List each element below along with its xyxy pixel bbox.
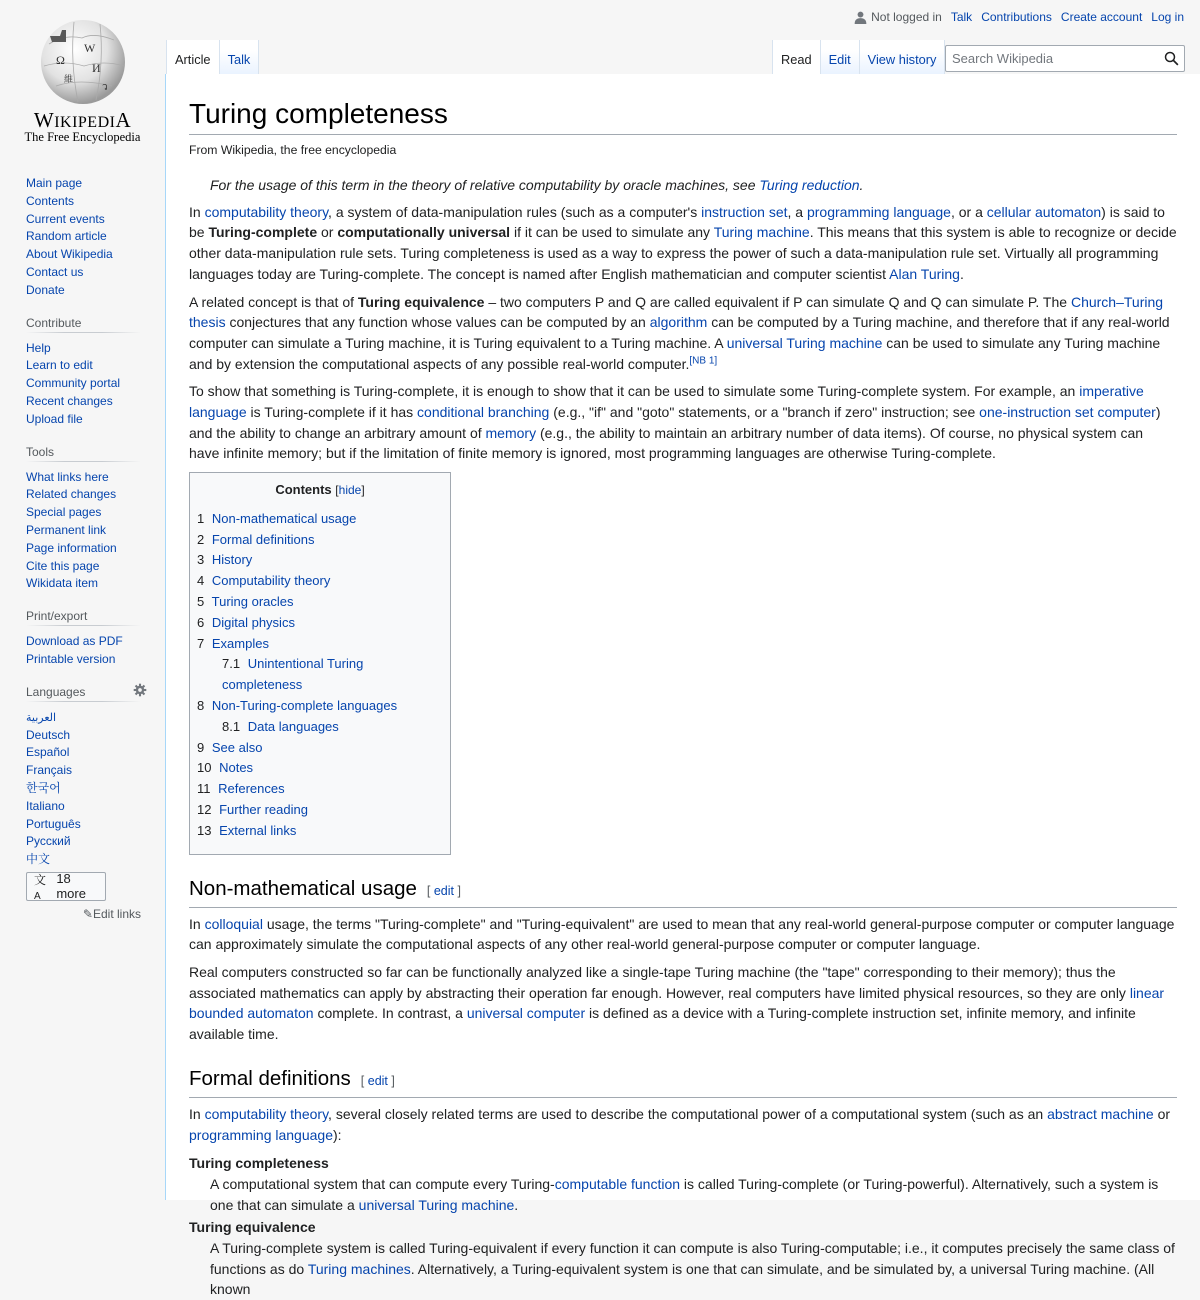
definition-term: Turing completeness (189, 1155, 329, 1172)
link[interactable]: Church–Turing thesis (189, 293, 1164, 331)
tab-read[interactable]: Read (772, 40, 821, 75)
toc-item[interactable]: 5 Turing oracles (197, 594, 294, 610)
tools-portal (26, 441, 141, 593)
toc-title: Contents [hide] (275, 482, 365, 498)
link[interactable]: Alan Turing (889, 265, 960, 282)
toc-subitem[interactable]: 7.1 Unintentional Turing completeness (222, 656, 364, 693)
paragraph: Real computers constructed so far can be functionally analyzed like a single-tape Turing machine (the "tape" corresponding to their memory); thus the associated mathematics can apply by abstracting their operation far enough. However, real computers have limited physical resources, so they are only linear bounded automaton complete. In contrast, a universal computer is defined as a device with a Turing-complete instruction set, infinite memory, and infinite available time. (189, 964, 1165, 1043)
translate-icon: 文A (34, 872, 47, 902)
lang-french[interactable]: Français (26, 763, 73, 778)
link[interactable]: instruction set (701, 203, 788, 220)
contributions-link[interactable]: Contributions (981, 10, 1052, 24)
svg-text:維: 維 (64, 74, 74, 84)
toc-item[interactable]: 1 Non-mathematical usage (197, 510, 357, 526)
link[interactable]: universal Turing machine (358, 1196, 515, 1213)
toc-subitem[interactable]: 8.1 Data languages (222, 718, 339, 734)
link[interactable]: computable function (554, 1175, 681, 1192)
pencil-icon: ✎ (82, 906, 93, 921)
svg-text:Ω: Ω (56, 53, 65, 67)
sidebar-item-random-article[interactable]: Random article (26, 229, 107, 244)
toc-item[interactable]: 12 Further reading (197, 802, 308, 817)
lang-russian[interactable]: Русский (26, 834, 71, 849)
sidebar-item-community-portal[interactable]: Community portal (26, 376, 121, 391)
toc-item[interactable]: 9 See also (197, 739, 263, 755)
paragraph: In colloquial usage, the terms "Turing-complete" and "Turing-equivalent" are used to mean that any real-world general-purpose computer or computer language can approximately simulate the computational aspects of any other real-world general-purpose computer or computer language. (189, 915, 1175, 953)
section-heading-formal-definitions: Formal definitions [ edit ] (189, 1065, 1177, 1098)
sidebar-item-recent-changes[interactable]: Recent changes (26, 393, 113, 408)
puzzle-globe-icon (34, 14, 132, 106)
lang-korean[interactable]: 한국어 (26, 780, 61, 795)
edit-links[interactable]: ✎Edit links (82, 906, 141, 921)
sidebar-item-current-events[interactable]: Current events (26, 211, 105, 226)
link[interactable]: one-instruction set computer (979, 404, 1156, 421)
print-portal (26, 605, 141, 668)
contribute-portal (26, 312, 141, 428)
link[interactable]: colloquial (204, 915, 263, 932)
lang-arabic[interactable]: العربية (26, 711, 57, 724)
link[interactable]: computability theory (204, 203, 329, 220)
page-title: Turing completeness (189, 96, 1177, 135)
sidebar-item-help[interactable]: Help (26, 340, 51, 355)
toc-item[interactable]: 10 Notes (197, 760, 254, 776)
toc-item[interactable]: 7 Examples (197, 635, 269, 651)
navigation-portal (26, 174, 141, 299)
site-subtitle: From Wikipedia, the free encyclopedia (189, 143, 397, 157)
definition-description: A computational system that can compute every Turing-computable function is called Turing-complete (or Turing-powerful). Alternatively, such a system is one that can simulate a universal Turing machine. (210, 1175, 1159, 1213)
toc-item[interactable]: 3 History (197, 552, 253, 568)
more-languages-button[interactable]: 文A 18 more (26, 872, 106, 901)
intro-paragraph-2: A related concept is that of Turing equivalence – two computers P and Q are called equivalent if P can simulate Q and Q can simulate P. The Church–Turing thesis conjectures that any function whose values can be computed by an algorithm can be computed by a Turing machine, and therefore that if any real-world computer can simulate a Turing machine, it is Turing equivalent to a Turing machine. A universal Turing machine can be used to simulate any Turing machine and by extension the computational aspects of any possible real-world computer.[NB 1] (189, 293, 1170, 372)
sidebar-item-cite-this-page[interactable]: Cite this page (26, 558, 100, 573)
tab-edit[interactable]: Edit (821, 40, 860, 75)
definition-list (189, 1153, 1177, 1300)
wikipedia-logo[interactable] (0, 0, 165, 160)
link[interactable]: abstract machine (1047, 1105, 1154, 1122)
link[interactable]: universal Turing machine (726, 334, 883, 351)
sidebar-item-contents[interactable]: Contents (26, 193, 75, 208)
sidebar-item-printable-version[interactable]: Printable version (26, 651, 116, 666)
print-heading: Print/export (26, 605, 141, 627)
link[interactable]: conditional branching (417, 404, 550, 421)
lang-spanish[interactable]: Español (26, 745, 70, 760)
personal-tools (854, 10, 1184, 24)
svg-text:W: W (84, 41, 96, 55)
sidebar-item-donate[interactable]: Donate (26, 282, 65, 297)
toc-item[interactable]: 2 Formal definitions (197, 531, 315, 547)
sidebar-item-permanent-link[interactable]: Permanent link (26, 522, 107, 537)
namespace-tabs (166, 40, 259, 75)
languages-heading: Languages (26, 681, 141, 703)
tab-talk[interactable]: Talk (220, 40, 260, 75)
lang-italian[interactable]: Italiano (26, 798, 65, 813)
sidebar-item-wikidata-item[interactable]: Wikidata item (26, 576, 99, 591)
search-icon[interactable] (1158, 46, 1184, 71)
link[interactable]: imperative language (189, 383, 1144, 421)
tab-view-history[interactable]: View history (860, 40, 946, 75)
log-in-link[interactable]: Log in (1151, 10, 1184, 24)
link[interactable]: Turing machines (307, 1260, 411, 1277)
tagline: The Free Encyclopedia (24, 130, 141, 144)
tools-heading: Tools (26, 441, 141, 463)
create-account-link[interactable]: Create account (1060, 10, 1143, 24)
link[interactable]: programming language (189, 1126, 333, 1143)
link-turing-reduction[interactable]: Turing reduction (759, 177, 860, 193)
definition-description: A Turing-complete system is called Turing-equivalent if every function it can compute is also Turing-computable; i.e., it computes precisely the same class of functions as do Turing machines. Alternatively, a Turing-equivalent system is one that can simulate, and be simulated by, a universal Turing machine. (All known (210, 1240, 1175, 1298)
sidebar-item-related-changes[interactable]: Related changes (26, 487, 117, 502)
link[interactable]: universal computer (466, 1005, 586, 1022)
not-logged-in: Not logged in (854, 10, 942, 24)
gear-icon[interactable] (133, 683, 147, 697)
link[interactable]: programming language (806, 203, 951, 220)
sidebar-item-contact[interactable]: Contact us (26, 264, 84, 279)
toc-item[interactable]: 13 External links (197, 822, 297, 838)
intro-paragraph-1: In computability theory, a system of data-manipulation rules (such as a computer's instruction set, a programming language, or a cellular automaton) is said to be Turing-complete or computationally universal if it can be used to simulate any Turing machine. This means that this system is able to recognize or decide other data-manipulation rule sets. Turing completeness is used as a way to express the power of such a data-manipulation rule set. Virtually all programming languages today are Turing-complete. The concept is named after English mathematician and computer scientist Alan Turing. (189, 203, 1177, 282)
view-tabs (772, 40, 945, 75)
toc-item[interactable]: 8 Non-Turing-complete languages (197, 698, 398, 714)
toc-hide-toggle[interactable]: hide (338, 483, 362, 498)
sidebar-item-upload-file[interactable]: Upload file (26, 411, 83, 426)
link[interactable]: algorithm (649, 314, 708, 331)
sidebar-item-about[interactable]: About Wikipedia (26, 247, 113, 262)
sidebar-item-main-page[interactable]: Main page (26, 176, 83, 190)
sidebar (0, 166, 165, 921)
footnote-ref[interactable]: [NB 1] (689, 354, 718, 366)
edit-section-link[interactable]: edit (367, 1073, 388, 1088)
link[interactable]: Turing machine (713, 224, 810, 241)
languages-portal (26, 681, 141, 921)
toc-item[interactable]: 4 Computability theory (197, 573, 331, 589)
link[interactable]: linear bounded automaton (189, 984, 1165, 1022)
talk-link[interactable]: Talk (950, 10, 973, 24)
table-of-contents (189, 472, 451, 854)
wordmark: WIKIPEDIA (33, 108, 132, 132)
article-content (165, 74, 1200, 1298)
edit-section-link[interactable]: edit (433, 883, 455, 898)
user-icon (854, 11, 867, 24)
sidebar-item-download-pdf[interactable]: Download as PDF (26, 634, 123, 649)
contribute-heading: Contribute (26, 312, 141, 334)
lang-portuguese[interactable]: Português (26, 816, 81, 831)
search-input[interactable] (946, 51, 1158, 66)
article-body (189, 175, 1177, 1300)
link[interactable]: memory (485, 424, 537, 441)
section-heading-non-mathematical-usage: Non-mathematical usage [ edit ] (189, 875, 1177, 908)
toc-item[interactable]: 6 Digital physics (197, 614, 295, 630)
definition-term: Turing equivalence (189, 1219, 316, 1236)
sidebar-item-learn-to-edit[interactable]: Learn to edit (26, 358, 93, 373)
lang-chinese[interactable]: 中文 (26, 852, 51, 867)
link[interactable]: computability theory (204, 1105, 329, 1122)
intro-paragraph-3: To show that something is Turing-complete, it is enough to show that it can be used to simulate some Turing-complete system. For example, an imperative language is Turing-complete if it has conditional branching (e.g., "if" and "goto" statements, or a "branch if zero" instruction; see one-instruction set computer) and the ability to change an arbitrary amount of memory (e.g., the ability to maintain an arbitrary number of data items). Of course, no physical system can have infinite memory; but if the limitation of finite memory is ignored, most programming languages are otherwise Turing-complete. (189, 383, 1161, 462)
sidebar-item-page-information[interactable]: Page information (26, 540, 117, 555)
tab-article[interactable]: Article (166, 40, 220, 75)
paragraph: In computability theory, several closely related terms are used to describe the computational power of a computational system (such as an abstract machine or programming language): (189, 1105, 1171, 1143)
svg-text:ว: ว (102, 82, 108, 93)
hatnote: For the usage of this term in the theory of relative computability by oracle machines, see Turing reduction. (210, 177, 864, 193)
sidebar-item-what-links-here[interactable]: What links here (26, 469, 109, 484)
lang-german[interactable]: Deutsch (26, 727, 71, 742)
sidebar-item-special-pages[interactable]: Special pages (26, 505, 102, 520)
search-box (945, 45, 1185, 72)
toc-item[interactable]: 11 References (197, 781, 285, 797)
link[interactable]: cellular automaton (986, 203, 1102, 220)
svg-text:И: И (92, 61, 101, 75)
